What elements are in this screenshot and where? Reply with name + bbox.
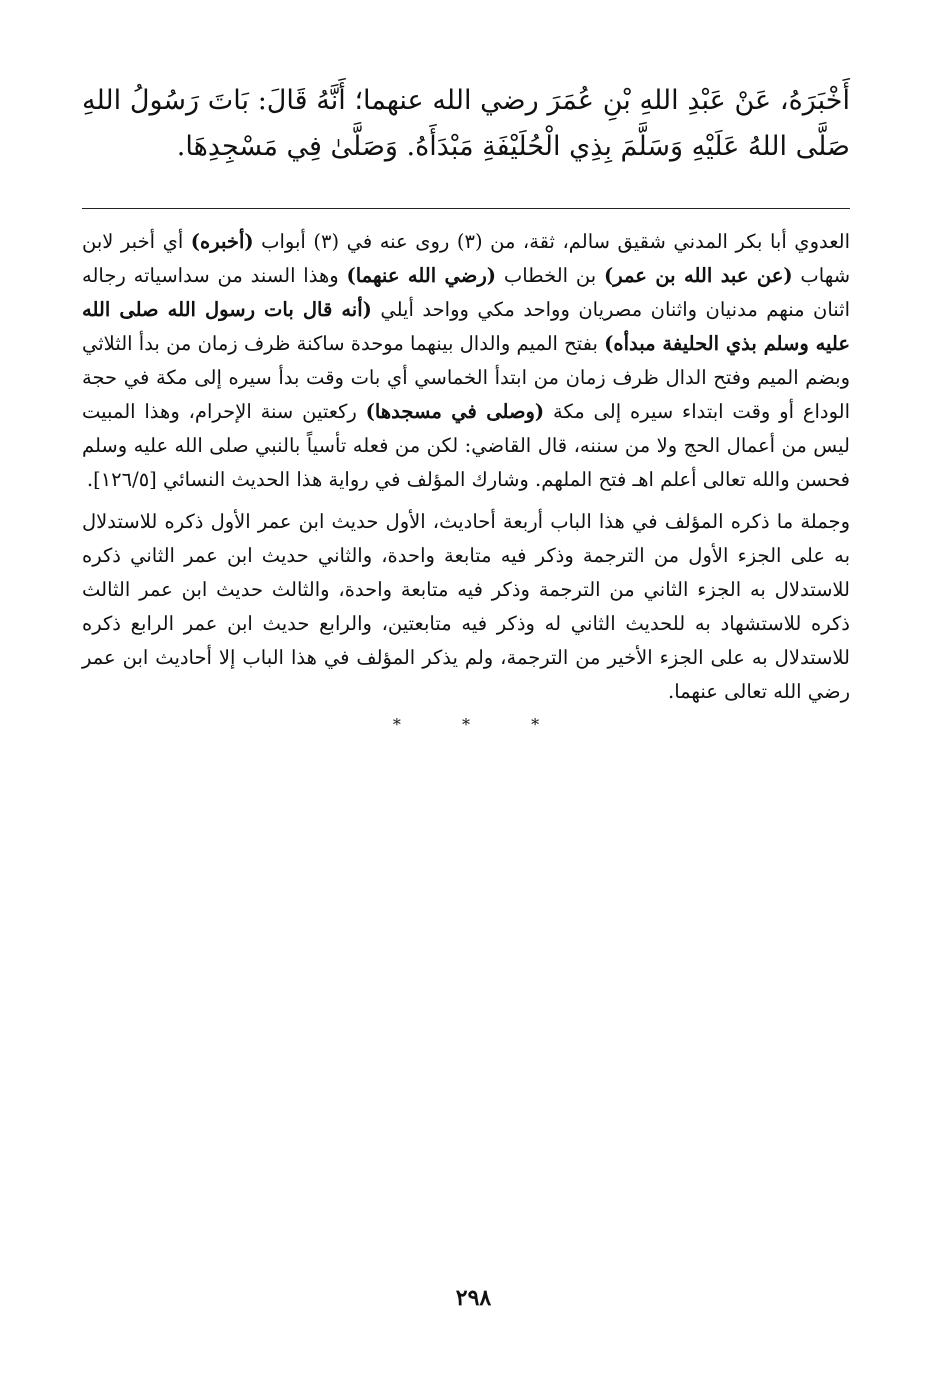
hadith-text: أَخْبَرَهُ، عَنْ عَبْدِ اللهِ بْنِ عُمَرَ رضي الله عنهما؛ أَنَّهُ قَالَ: بَاتَ رَسُولُ اللهِ صَلَّى اللهُ عَلَيْهِ وَسَلَّمَ بِذِي الْحُلَيْفَةِ مَبْدَأَهُ. وَصَلَّىٰ فِي مَسْجِدِهَا.	[82, 85, 850, 162]
commentary-segment: وهذا السند من سداسياته رجاله اثنان منهم مدنيان واثنان مصريان وواحد مكي وواحد أيلي	[82, 264, 850, 321]
commentary-quote: (عن عبد الله بن عمر)	[604, 264, 793, 287]
commentary-quote: (رضي الله عنهما)	[346, 264, 497, 287]
commentary-segment: أي أخبر لابن شهاب	[82, 230, 851, 287]
page-number: ٢٩٨	[455, 1285, 492, 1311]
commentary-segment: العدوي أبا بكر المدني شقيق سالم، ثقة، من (٣) روى عنه في (٣) أبواب	[253, 230, 850, 253]
section-separator: * * *	[392, 715, 568, 734]
commentary-paragraph	[82, 225, 850, 497]
commentary-quote: (أخبره)	[190, 230, 254, 253]
commentary-segment: بفتح الميم والدال بينهما موحدة ساكنة ظرف زمان من بدأ الثلاثي وبضم الميم وفتح الدال ظرف زمان من ابتدأ الخماسي أي بات وقت بدأ سيره إلى مكة في حجة الوداع أو وقت ابتداء سيره إلى مكة	[82, 332, 850, 423]
commentary-segment: بن الخطاب	[496, 264, 605, 287]
summary-paragraph: وجملة ما ذكره المؤلف في هذا الباب أربعة أحاديث، الأول حديث ابن عمر الأول ذكره للاستدلال به على الجزء الأول من الترجمة وذكر فيه متابعة واحدة، والثاني حديث ابن عمر الثاني ذكره للاستدلال به الجزء الثاني من الترجمة وذكر فيه متابعة واحدة، والثالث حديث ابن عمر الثالث ذكره للاستشهاد به للحديث الثاني له وذكر فيه متابعتين، والرابع حديث ابن عمر الرابع ذكره للاستدلال به على الجزء الأخير من الترجمة، ولم يذكر المؤلف في هذا الباب إلا أحاديث ابن عمر رضي الله تعالى عنهما.	[82, 510, 850, 703]
commentary-quote: (أنه قال بات رسول الله صلى الله عليه وسلم بذي الحليفة مبدأه)	[82, 298, 850, 355]
commentary-segment: ركعتين سنة الإحرام، وهذا المبيت ليس من أعمال الحج ولا من سننه، قال القاضي: لكن من فعله تأسياً بالنبي صلى الله عليه وسلم فحسن والله تعالى أعلم اهـ فتح الملهم. وشارك المؤلف في رواية هذا الحديث النسائي [١٢٦/٥].	[82, 400, 850, 491]
footnote-divider	[82, 208, 850, 209]
page-body	[82, 78, 850, 734]
commentary-quote: (وصلى في مسجدها)	[365, 400, 545, 423]
